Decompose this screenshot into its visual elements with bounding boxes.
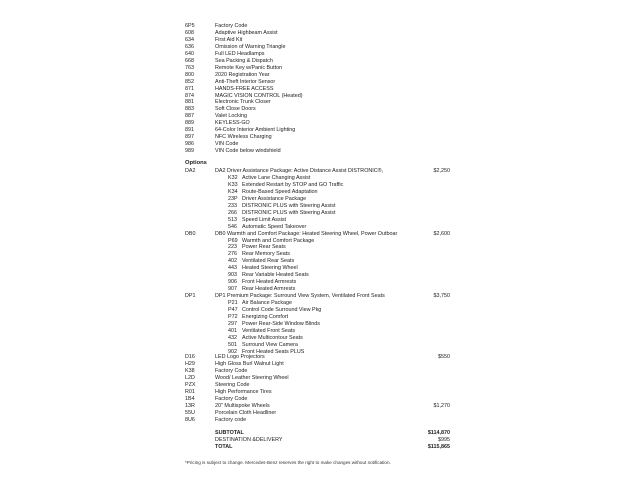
package-item-code: 223: [228, 244, 237, 251]
feature-row: [0, 134, 640, 141]
option-code: D16: [185, 354, 195, 360]
package-item-description: Front Heated Armrests: [242, 279, 297, 286]
pricing-footnote: *Pricing is subject to change. Mercedes-Benz reserves the right to make changes without notification.: [185, 460, 391, 465]
feature-row: [0, 127, 640, 134]
option-description: High Performance Tires: [215, 388, 272, 395]
option-row: [0, 410, 640, 417]
option-description: LED Logo Projectors: [215, 354, 265, 360]
package-item-description: DISTRONIC PLUS with Steering Assist: [242, 209, 336, 216]
package-row: [0, 168, 640, 175]
feature-code: 881: [185, 99, 194, 106]
package-code: DA2: [185, 168, 196, 174]
option-row: [0, 375, 640, 382]
feature-description: Factory Code: [215, 23, 248, 29]
feature-row: [0, 65, 640, 72]
option-description: Factory Code: [215, 367, 248, 374]
package-item-code: 23P: [228, 195, 238, 202]
feature-row: [0, 148, 640, 155]
option-row: [0, 382, 640, 389]
feature-row: [0, 120, 640, 127]
package-item-description: Rear Heated Armrests: [242, 286, 296, 293]
feature-description: VIN Code below windshield: [215, 148, 281, 155]
package-item-row: [0, 307, 640, 314]
feature-row: [0, 72, 640, 79]
total-value: $115,865: [427, 443, 450, 450]
package-item-row: [0, 286, 640, 293]
feature-row: [0, 106, 640, 113]
feature-description: Adaptive Highbeam Assist: [215, 29, 278, 36]
package-item-code: 443: [228, 265, 237, 272]
option-code: L2D: [185, 374, 195, 381]
feature-code: 608: [185, 29, 194, 36]
option-description: 20" Multispoke Wheels: [215, 402, 270, 409]
package-code: DP1: [185, 293, 196, 300]
option-row: [0, 354, 640, 361]
package-item-description: Active Lane Changing Assist: [242, 174, 311, 181]
feature-description: VIN Code: [215, 141, 239, 148]
feature-description: Sea Packing & Dispatch: [215, 57, 273, 64]
option-code: R01: [185, 388, 195, 395]
package-row: [0, 293, 640, 300]
total-value: $114,870: [427, 430, 450, 436]
package-item-description: Air Balance Package: [242, 300, 293, 307]
feature-code: 897: [185, 134, 194, 141]
package-price: $3,750: [433, 293, 450, 300]
package-item-code: 903: [228, 272, 237, 279]
feature-row: [0, 141, 640, 148]
feature-description: Full LED Headlamps: [215, 50, 265, 57]
package-item-code: 432: [228, 334, 237, 341]
package-item-code: 402: [228, 258, 237, 265]
package-item-row: [0, 314, 640, 321]
feature-description: MAGIC VISION CONTROL (Heated): [215, 92, 303, 99]
package-item-description: Energizing Comfort: [242, 313, 289, 320]
option-description: Factory code: [215, 416, 247, 423]
package-price: $2,250: [433, 168, 450, 174]
option-code: 55U: [185, 409, 195, 416]
package-price: $2,600: [433, 230, 450, 237]
package-item-description: Speed Limit Assist: [242, 216, 287, 223]
feature-description: 64-Color Interior Ambient Lighting: [215, 127, 296, 134]
package-row: [0, 231, 640, 238]
package-item-code: 906: [228, 279, 237, 286]
feature-row: [0, 58, 640, 65]
package-item-row: [0, 342, 640, 349]
feature-code: 668: [185, 57, 194, 64]
feature-code: 800: [185, 71, 194, 78]
option-row: [0, 417, 640, 424]
option-description: Factory Code: [215, 395, 248, 402]
feature-row: [0, 79, 640, 86]
package-item-row: [0, 251, 640, 258]
feature-row: [0, 99, 640, 106]
package-item-description: Front Heated Seats PLUS: [242, 348, 305, 355]
total-label: TOTAL: [215, 443, 233, 450]
feature-row: [0, 37, 640, 44]
package-item-code: 546: [228, 223, 237, 230]
total-row: [0, 437, 640, 444]
feature-row: [0, 23, 640, 30]
option-description: Porcelain Cloth Headliner: [215, 409, 277, 416]
package-item-row: [0, 175, 640, 182]
options-heading: Options: [185, 160, 207, 166]
feature-code: 989: [185, 148, 194, 155]
feature-code: 6P5: [185, 23, 195, 29]
package-item-code: P72: [228, 313, 238, 320]
package-description: DB0 Warmth and Comfort Package: Heated Steering Wheel, Power Outboar: [215, 230, 398, 237]
package-item-row: [0, 182, 640, 189]
package-item-code: 401: [228, 327, 237, 334]
feature-row: [0, 113, 640, 120]
package-item-code: 297: [228, 320, 237, 327]
package-item-row: [0, 189, 640, 196]
package-item-code: 907: [228, 286, 237, 293]
package-item-code: K33: [228, 181, 238, 188]
package-item-code: P47: [228, 307, 238, 313]
package-item-row: [0, 328, 640, 335]
option-description: Steering Code: [215, 381, 250, 388]
package-item-description: Ventilated Front Seats: [242, 327, 296, 334]
package-item-row: [0, 272, 640, 279]
package-item-row: [0, 217, 640, 224]
option-code: 8U6: [185, 416, 195, 423]
feature-description: NFC Wireless Charging: [215, 134, 272, 141]
feature-row: [0, 93, 640, 100]
feature-row: [0, 51, 640, 58]
option-price: $550: [438, 354, 450, 360]
package-item-row: [0, 244, 640, 251]
option-description: Wood/ Leather Steering Wheel: [215, 374, 289, 381]
option-row: [0, 403, 640, 410]
package-item-row: [0, 321, 640, 328]
feature-description: First Aid Kit: [215, 36, 243, 43]
feature-code: 889: [185, 120, 194, 127]
package-item-description: Driver Assistance Package: [242, 195, 307, 202]
package-item-row: [0, 196, 640, 203]
package-item-row: [0, 265, 640, 272]
package-item-description: Heated Steering Wheel: [242, 265, 298, 272]
package-item-description: Route-Based Speed Adaptation: [242, 188, 318, 195]
package-item-row: [0, 300, 640, 307]
feature-code: 636: [185, 43, 194, 50]
feature-code: 874: [185, 92, 194, 99]
package-item-description: Active Multicontour Seats: [242, 334, 303, 341]
feature-description: KEYLESS-GO: [215, 120, 250, 127]
option-row: [0, 389, 640, 396]
package-item-code: 513: [228, 216, 237, 223]
package-item-description: Warmth and Comfort Package: [242, 237, 315, 244]
feature-code: 763: [185, 64, 194, 71]
package-item-description: Ventilated Rear Seats: [242, 258, 295, 265]
feature-description: Valet Locking: [215, 113, 247, 120]
total-row: [0, 444, 640, 451]
feature-code: 883: [185, 106, 194, 113]
option-row: [0, 361, 640, 368]
feature-code: 634: [185, 36, 194, 43]
total-label: SUBTOTAL: [215, 430, 244, 436]
package-item-description: Power Rear Seats: [242, 244, 286, 251]
option-code: H29: [185, 360, 195, 367]
option-row: [0, 368, 640, 375]
package-item-code: 266: [228, 209, 237, 216]
package-item-code: P21: [228, 300, 238, 307]
feature-row: [0, 86, 640, 93]
package-item-row: [0, 335, 640, 342]
feature-code: 887: [185, 113, 194, 120]
package-description: DP1 Premium Package: Surround View System, Ventilated Front Seats: [215, 293, 385, 300]
feature-description: Omission of Warning Triangle: [215, 43, 286, 50]
package-item-row: [0, 279, 640, 286]
package-item-code: 902: [228, 348, 237, 355]
package-item-code: 233: [228, 202, 237, 209]
feature-row: [0, 44, 640, 51]
package-item-description: Rear Memory Seats: [242, 251, 290, 258]
feature-code: 640: [185, 50, 194, 57]
package-item-description: Extended Restart by STOP and GO Traffic: [242, 181, 344, 188]
feature-row: [0, 30, 640, 37]
package-item-row: [0, 238, 640, 245]
package-item-description: Power Rear-Side Window Blinds: [242, 320, 320, 327]
option-code: K38: [185, 367, 195, 374]
package-item-code: 501: [228, 341, 237, 348]
feature-code: 986: [185, 141, 194, 148]
package-item-description: Rear Variable Heated Seats: [242, 272, 309, 279]
option-code: 1B4: [185, 395, 195, 402]
package-item-row: [0, 224, 640, 231]
package-item-description: Control Code Surround View Pkg: [242, 307, 322, 313]
option-description: High Gloss Burl Walnut Light: [215, 360, 284, 367]
feature-code: 891: [185, 127, 194, 134]
package-item-row: [0, 210, 640, 217]
package-item-description: Surround View Camera: [242, 341, 298, 348]
option-row: [0, 396, 640, 403]
total-value: $995: [438, 436, 450, 443]
package-item-description: Automatic Speed Takeover: [242, 223, 307, 230]
package-item-code: K32: [228, 174, 238, 181]
feature-code: 871: [185, 85, 194, 92]
package-item-code: P69: [228, 237, 238, 244]
feature-description: HANDS-FREE ACCESS: [215, 85, 274, 92]
package-item-row: [0, 258, 640, 265]
option-price: $1,270: [433, 402, 450, 409]
feature-code: 852: [185, 78, 194, 85]
option-code: 13R: [185, 402, 195, 409]
package-item-row: [0, 203, 640, 210]
feature-description: Anti-Theft Interior Sensor: [215, 78, 276, 85]
package-item-description: DISTRONIC PLUS with Steering Assist: [242, 202, 336, 209]
package-description: DA2 Driver Assistance Package: Active Distance Assist DISTRONIC®,: [215, 168, 384, 174]
total-row: [0, 430, 640, 437]
package-item-code: 276: [228, 251, 237, 258]
feature-description: Remote Key w/Panic Button: [215, 64, 283, 71]
total-label: DESTINATION &DELIVERY: [215, 436, 283, 443]
feature-description: Soft Close Doors: [215, 106, 256, 113]
feature-description: Electronic Trunk Closer: [215, 99, 271, 106]
package-item-code: K34: [228, 188, 238, 195]
feature-description: 2020 Registration Year: [215, 71, 270, 78]
package-code: DB0: [185, 230, 196, 237]
option-code: PZX: [185, 381, 196, 388]
